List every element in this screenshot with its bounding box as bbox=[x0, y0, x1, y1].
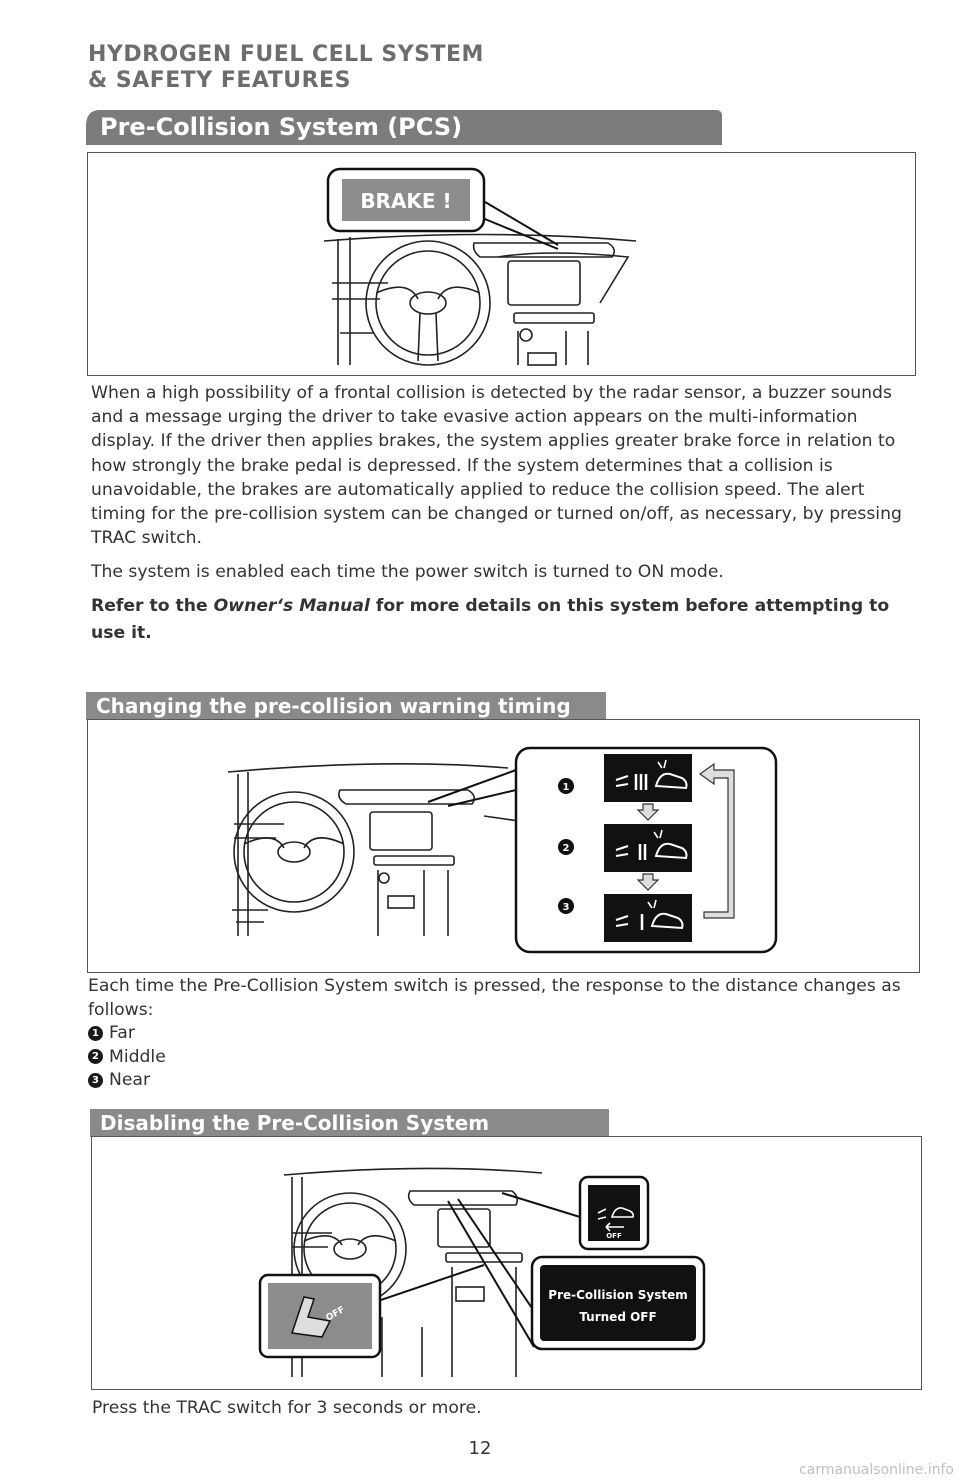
timing-list bbox=[88, 1022, 166, 1093]
timing-item-label: Far bbox=[109, 1023, 135, 1043]
chapter-title-line1: HYDROGEN FUEL CELL SYSTEM bbox=[88, 42, 484, 67]
disable-illustration bbox=[92, 1137, 921, 1389]
pcs-off-icon-label: OFF bbox=[606, 1232, 622, 1240]
timing-item-middle bbox=[88, 1046, 166, 1070]
disable-instruction: Press the TRAC switch for 3 seconds or more. bbox=[92, 1398, 482, 1418]
marker-2: 2 bbox=[562, 843, 570, 854]
bullet-1: 1 bbox=[88, 1026, 103, 1041]
message-line1: Pre-Collision System bbox=[548, 1288, 688, 1302]
watermark: carmanualsonline.info bbox=[799, 1462, 954, 1478]
figure-warning-timing bbox=[87, 719, 920, 973]
refer-note bbox=[91, 593, 913, 647]
marker-3: 3 bbox=[562, 902, 570, 913]
chapter-title-line2: & SAFETY FEATURES bbox=[88, 68, 351, 93]
bullet-3: 3 bbox=[88, 1073, 103, 1088]
timing-item-label: Middle bbox=[109, 1046, 166, 1067]
message-panel bbox=[540, 1265, 696, 1341]
timing-illustration bbox=[88, 720, 919, 972]
subsection-timing-title: Changing the pre-collision warning timing bbox=[86, 692, 606, 720]
subsection-disable-title: Disabling the Pre-Collision System bbox=[90, 1109, 609, 1137]
figure-brake-warning bbox=[87, 152, 916, 376]
figure-disable-pcs bbox=[91, 1136, 922, 1390]
page-number: 12 bbox=[468, 1438, 492, 1459]
section-title-bar bbox=[86, 108, 722, 145]
enabled-note: The system is enabled each time the power switch is turned to ON mode. bbox=[91, 562, 724, 583]
timing-item-label: Near bbox=[109, 1070, 151, 1090]
refer-prefix: Refer to the bbox=[91, 595, 214, 616]
brake-message-text: BRAKE ! bbox=[360, 189, 452, 213]
message-line2: Turned OFF bbox=[579, 1310, 657, 1324]
owners-manual-ref: Owner‘s Manual bbox=[213, 595, 370, 616]
switch-off-label: OFF bbox=[324, 1304, 347, 1324]
timing-icon-near bbox=[604, 894, 692, 942]
marker-1: 1 bbox=[562, 782, 570, 793]
chapter-title bbox=[88, 42, 484, 94]
timing-item-near bbox=[88, 1069, 166, 1093]
intro-text bbox=[91, 381, 913, 647]
timing-item-far bbox=[88, 1022, 166, 1046]
dashboard-illustration bbox=[88, 153, 915, 375]
intro-paragraph: When a high possibility of a frontal collision is detected by the radar sensor, a buzzer sounds and a message urging the driver to take evasive action appears on the multi-information display. If the driver then applies brakes, the system applies greater brake force in relation to how strongly the brake pedal is depressed. If the system determines that a collision is unavoidable, the brakes are automatically applied to reduce the collision speed. The alert timing for the pre-collision system can be changed or turned on/off, as necessary, by pressing TRAC switch. bbox=[91, 383, 902, 549]
bullet-2: 2 bbox=[88, 1049, 103, 1064]
section-title: Pre-Collision System (PCS) bbox=[100, 113, 463, 141]
timing-description: Each time the Pre-Collision System switch is pressed, the response to the distance changes as follows: bbox=[88, 976, 901, 1021]
refer-suffix: for more details on this system before attempting to use it. bbox=[91, 595, 890, 643]
timing-icon-middle bbox=[604, 824, 692, 872]
timing-icon-far bbox=[604, 754, 692, 802]
